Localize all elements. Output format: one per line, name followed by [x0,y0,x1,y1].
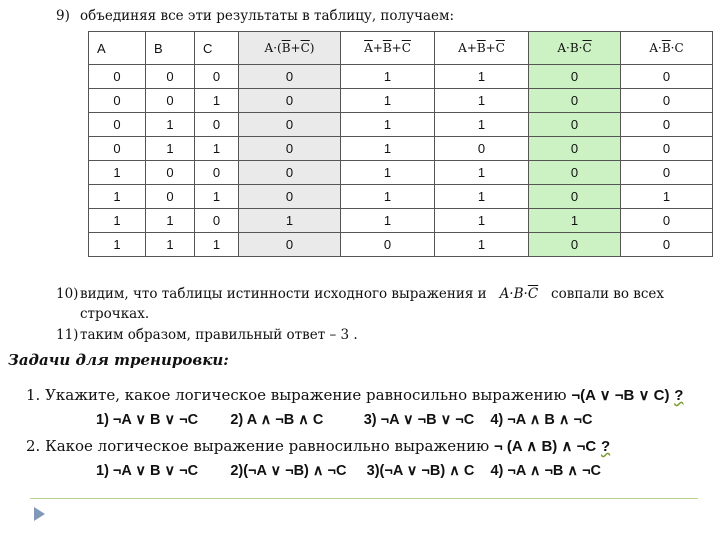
table-cell: 0 [195,161,239,185]
table-header-row [89,32,713,65]
table-cell: 0 [239,137,341,161]
next-arrow-icon[interactable] [34,507,45,521]
table-cell: 0 [435,137,529,161]
header-expr-option-4: $A\cdot\overline{B}\cdot C$ [621,32,713,65]
item-11-text: таким образом, правильный ответ – 3 . [80,327,358,343]
table-cell: 1 [435,65,529,89]
question-2-expr: ¬ (A ∧ B) ∧ ¬C [493,438,597,455]
table-cell: 0 [341,233,435,257]
table-cell: 0 [621,89,713,113]
table-cell: 0 [621,113,713,137]
table-row [89,161,713,185]
table-cell: 0 [621,65,713,89]
answer-2-option-4[interactable]: 4) ¬A ∧ ¬B ∧ ¬C [490,463,602,479]
table-cell: 0 [621,161,713,185]
item-11 [56,327,358,343]
table-cell: 0 [146,161,195,185]
table-cell: 0 [529,233,621,257]
table-cell: 0 [195,65,239,89]
header-expr-option-2: $A+\overline{B}+\overline{C}$ [435,32,529,65]
table-cell: 0 [239,161,341,185]
table-cell: 1 [341,65,435,89]
table-cell: 1 [341,185,435,209]
table-cell: 1 [146,137,195,161]
table-cell: 0 [239,113,341,137]
table-cell: 1 [89,233,146,257]
table-cell: 0 [239,89,341,113]
table-cell: 0 [529,89,621,113]
item-11-number: 11) [56,327,79,343]
item-10-expr: $A\cdot B\cdot\overline{C}$ [499,286,539,302]
table-row [89,209,713,233]
table-row [89,233,713,257]
item-9 [56,8,454,24]
item-10-number: 10) [56,286,79,302]
table-cell: 1 [341,113,435,137]
table-cell: 1 [195,233,239,257]
question-1-text: 1. Укажите, какое логическое выражение равносильно выражению [26,386,567,404]
item-10-text-after: совпали во всех [551,286,665,302]
table-cell: 0 [195,113,239,137]
table-cell: 1 [435,113,529,137]
answer-2-option-3[interactable]: 3)(¬A ∨ ¬B) ∧ C [366,463,475,479]
table-cell: 0 [239,65,341,89]
table-cell: 1 [435,185,529,209]
question-2-text: 2. Какое логическое выражение равносильно выражению [26,437,490,455]
answer-2-option-1[interactable]: 1) ¬A ∨ B ∨ ¬C [96,463,199,479]
table-cell: 1 [341,161,435,185]
answer-2-option-2[interactable]: 2)(¬A ∨ ¬B) ∧ ¬C [230,463,347,479]
item-10-line2: строчках. [80,306,150,322]
header-c: C [195,32,239,65]
table-cell: 0 [239,233,341,257]
table-cell: 0 [146,89,195,113]
question-2-qmark: ? [600,438,611,455]
table-cell: 1 [621,185,713,209]
table-cell: 1 [435,209,529,233]
table-cell: 1 [435,161,529,185]
table-cell: 1 [89,161,146,185]
table-cell: 1 [341,209,435,233]
table-cell: 0 [621,137,713,161]
table-row [89,113,713,137]
table-cell: 0 [529,185,621,209]
question-1 [26,386,683,404]
table-cell: 1 [89,209,146,233]
answers-1 [96,412,592,428]
table-cell: 0 [621,209,713,233]
table-cell: 0 [529,161,621,185]
table-cell: 0 [89,113,146,137]
table-cell: 1 [89,185,146,209]
table-cell: 1 [146,233,195,257]
header-a: A [89,32,146,65]
header-expr-option-3: $A\cdot B\cdot\overline{C}$ [529,32,621,65]
table-cell: 0 [529,65,621,89]
table-cell: 0 [621,233,713,257]
table-cell: 0 [529,137,621,161]
item-10 [56,284,706,324]
table-row [89,185,713,209]
answers-2 [96,463,601,479]
table-cell: 1 [146,113,195,137]
answer-1-option-4[interactable]: 4) ¬A ∧ B ∧ ¬C [490,412,593,428]
table-row [89,65,713,89]
table-cell: 0 [529,113,621,137]
header-original-expr: $A\cdot(\overline{B}+\overline{C})$ [239,32,341,65]
item-9-number: 9) [56,8,70,24]
table-cell: 0 [146,185,195,209]
table-cell: 1 [195,185,239,209]
answer-1-option-2[interactable]: 2) A ∧ ¬B ∧ C [230,412,324,428]
answer-1-option-3[interactable]: 3) ¬A ∨ ¬B ∨ ¬C [363,412,475,428]
table-cell: 0 [89,137,146,161]
table-cell: 1 [341,137,435,161]
item-10-text: видим, что таблицы истинности исходного выражения и [80,286,487,302]
question-1-expr: ¬(A ∨ ¬B ∨ C) [571,387,670,404]
table-cell: 0 [146,65,195,89]
table-cell: 0 [195,209,239,233]
table-cell: 1 [195,137,239,161]
answer-1-option-1[interactable]: 1) ¬A ∨ B ∨ ¬C [96,412,199,428]
tasks-header: Задачи для тренировки: [8,351,229,369]
table-cell: 1 [146,209,195,233]
table-cell: 1 [239,209,341,233]
header-b: B [146,32,195,65]
footer-divider [30,498,698,499]
header-expr-option-1: $\overline{A}+\overline{B}+\overline{C}$ [341,32,435,65]
table-row [89,89,713,113]
question-1-qmark: ? [674,387,684,404]
table-cell: 1 [341,89,435,113]
table-cell: 1 [435,233,529,257]
table-cell: 0 [89,65,146,89]
table-cell: 0 [89,89,146,113]
table-cell: 0 [239,185,341,209]
table-cell: 1 [435,89,529,113]
truth-table [88,31,713,257]
table-cell: 1 [529,209,621,233]
table-cell: 1 [195,89,239,113]
table-row [89,137,713,161]
item-9-text: объединяя все эти результаты в таблицу, получаем: [80,8,455,24]
question-2 [26,437,610,455]
